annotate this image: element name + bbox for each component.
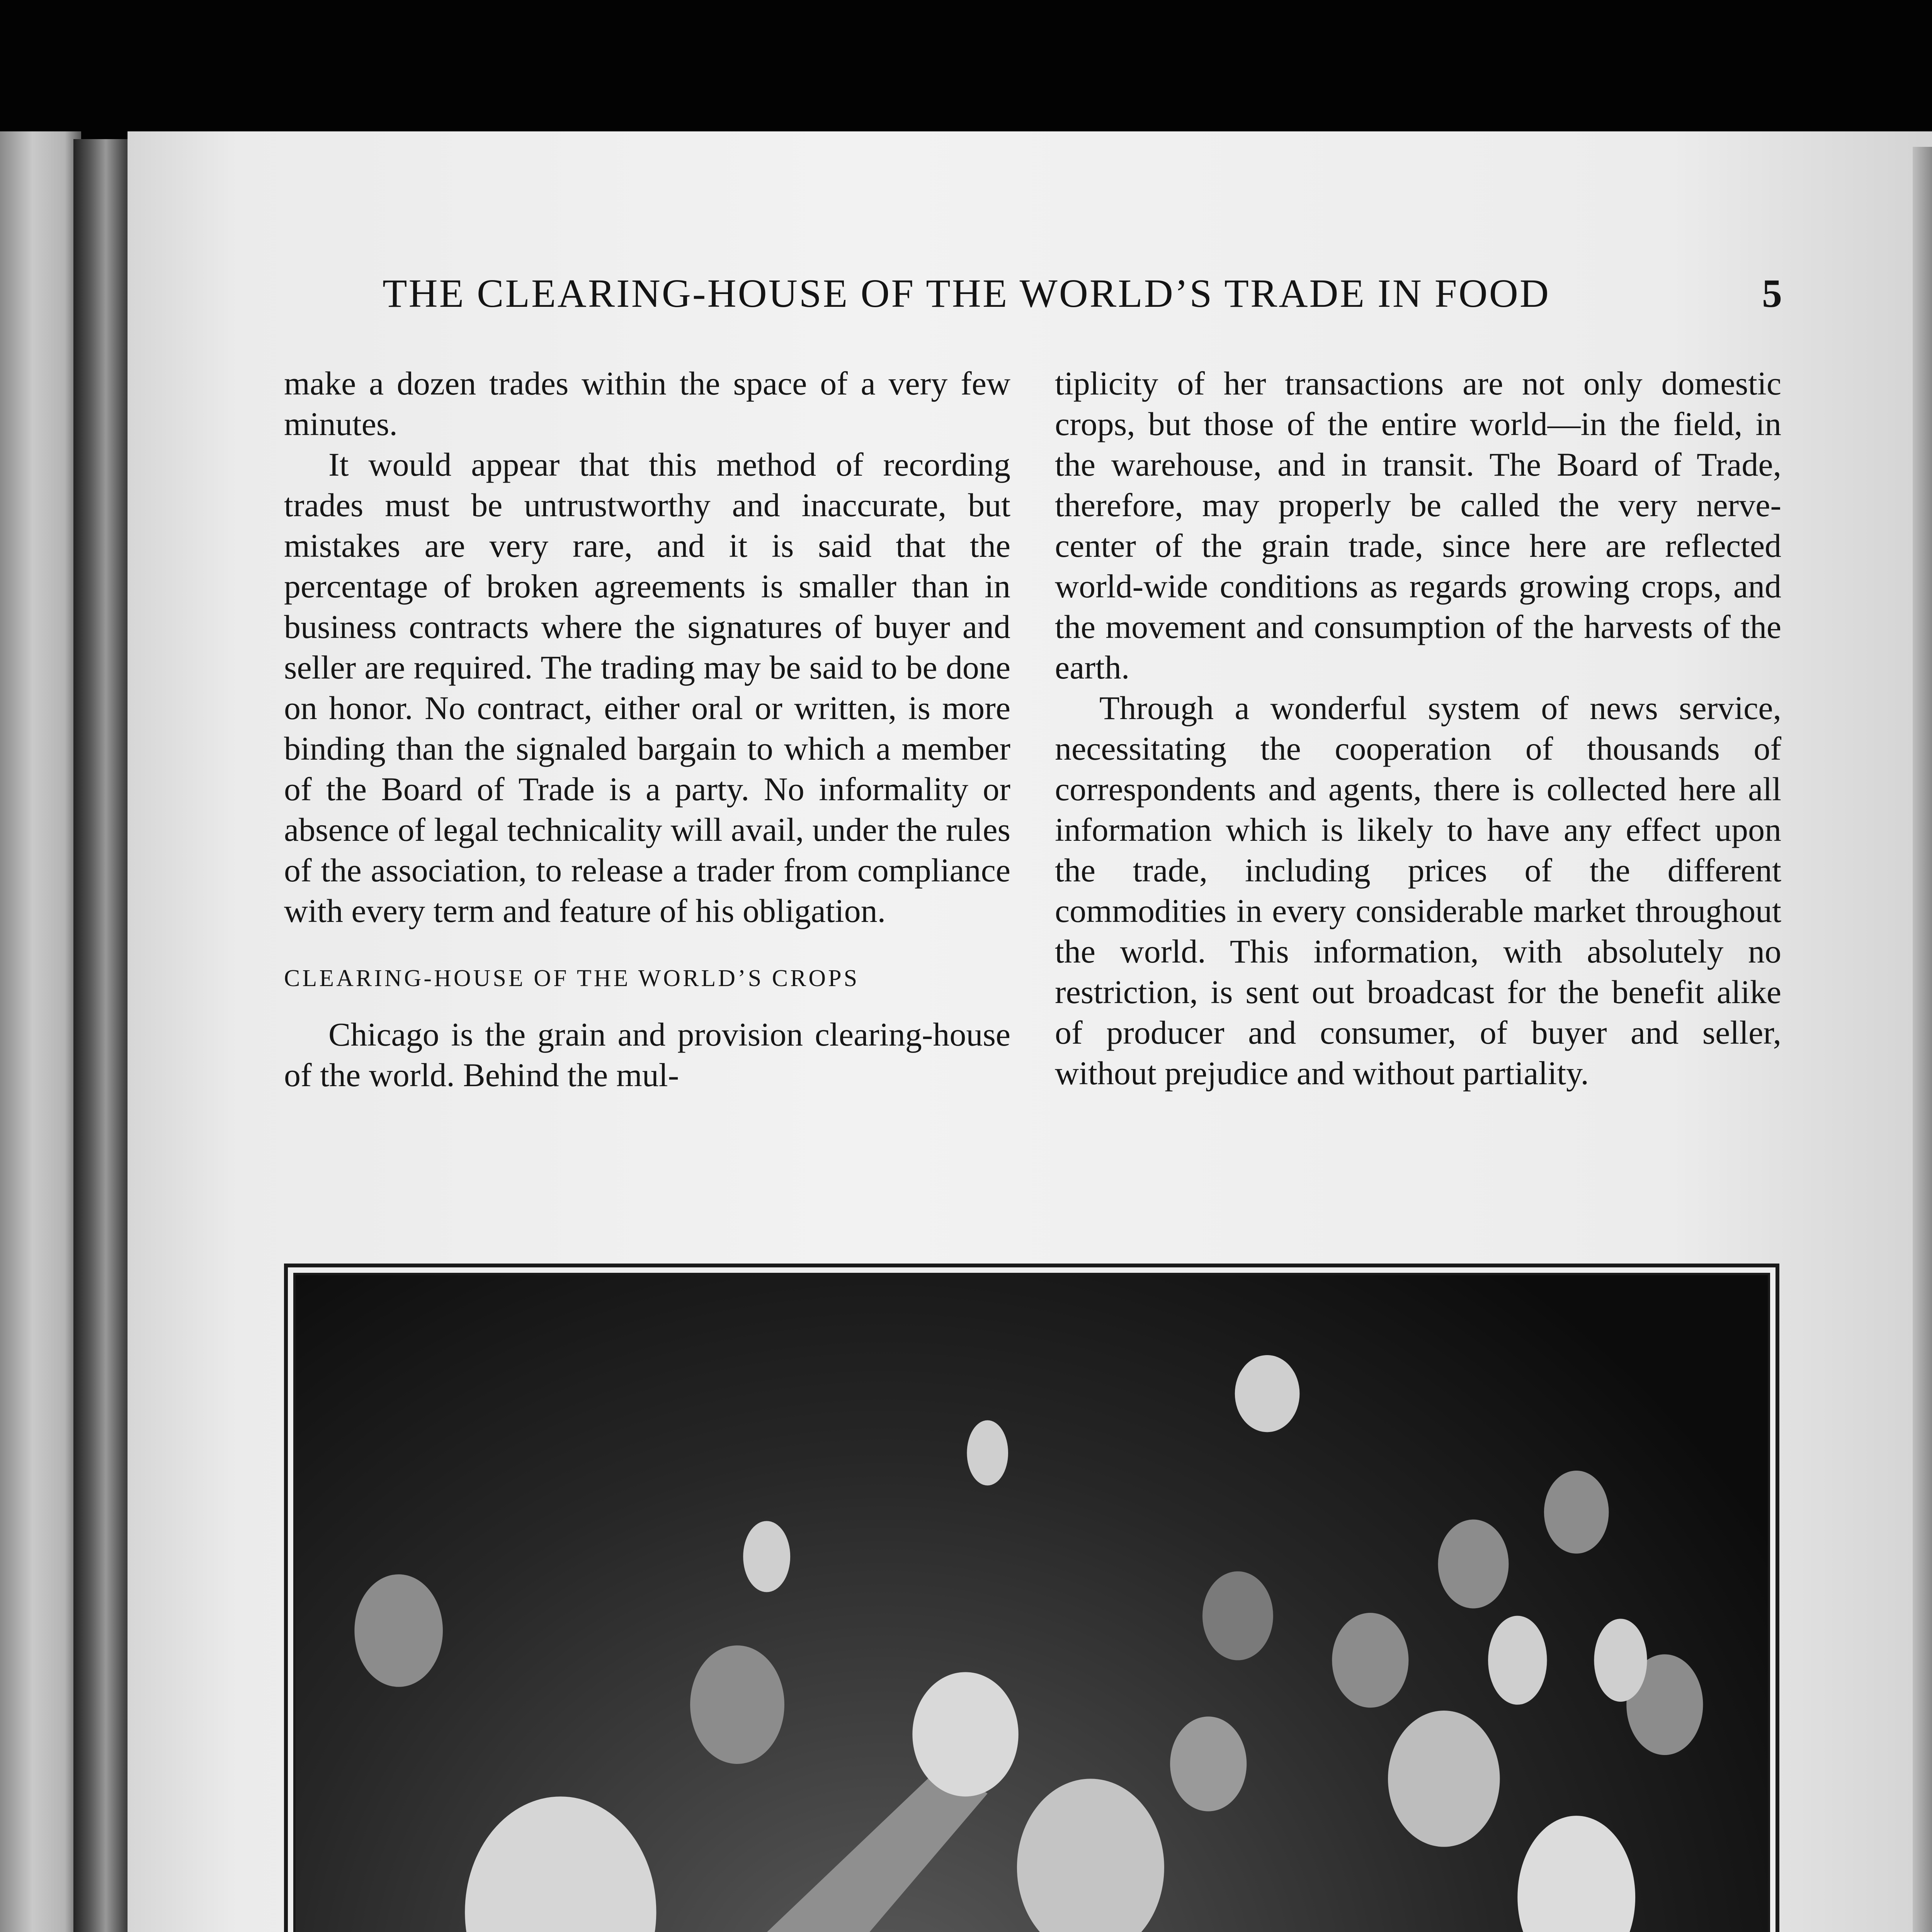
paragraph: Chicago is the grain and provision clearing-house of the world. Behind the mul- — [284, 1016, 1010, 1094]
paragraph: It would appear that this method of recording trades must be untrustworthy and inaccurate, but mistakes are very rare, and it is said that the percentage of broken agreements is smaller than in business contracts where the signatures of buyer and seller are required. The trading may be said to be done on honor. No contract, either oral or written, is more binding than the signaled bargain to which a member of the Board of Trade is a party. No informality or absence of legal technicality will avail, under the rules of the association, to release a trader from compliance with every term and feature of his obligation. — [284, 446, 1010, 929]
book-binding — [73, 139, 128, 1932]
section-subhead: CLEARING-HOUSE OF THE WORLD’S CROPS — [284, 965, 860, 992]
right-column — [1055, 363, 1781, 1094]
trading-pit-photo — [293, 1273, 1770, 1932]
photo-frame — [284, 1264, 1779, 1932]
left-column — [284, 363, 1010, 1095]
page-number: 5 — [1762, 271, 1782, 316]
previous-page-edge — [0, 131, 81, 1932]
paragraph: Through a wonderful system of news service, necessitating the cooperation of thousands of correspondents and agents, there is collected here all information which is likely to have any effect upon the trade, including prices of the different commodities in every considerable market throughout the world. This information, with absolutely no restriction, is sent out broadcast for the benefit alike of producer and consumer, of buyer and seller, without prejudice and without partiality. — [1055, 689, 1781, 1092]
paragraph: make a dozen trades within the space of a very few minutes. — [284, 365, 1010, 442]
paragraph: tiplicity of her transactions are not only domestic crops, but those of the entire world—in the field, in the warehouse, and in transit. The Board of Trade, therefore, may properly be called the very nerve-center of the grain trade, since here are reflected world-wide conditions as regards growing crops, and the movement and consumption of the harvests of the earth. — [1055, 365, 1781, 686]
page-right-edge — [1913, 147, 1932, 1932]
photo-illustration — [296, 1275, 1768, 1932]
running-head: THE CLEARING-HOUSE OF THE WORLD’S TRADE IN FOOD — [383, 271, 1550, 316]
